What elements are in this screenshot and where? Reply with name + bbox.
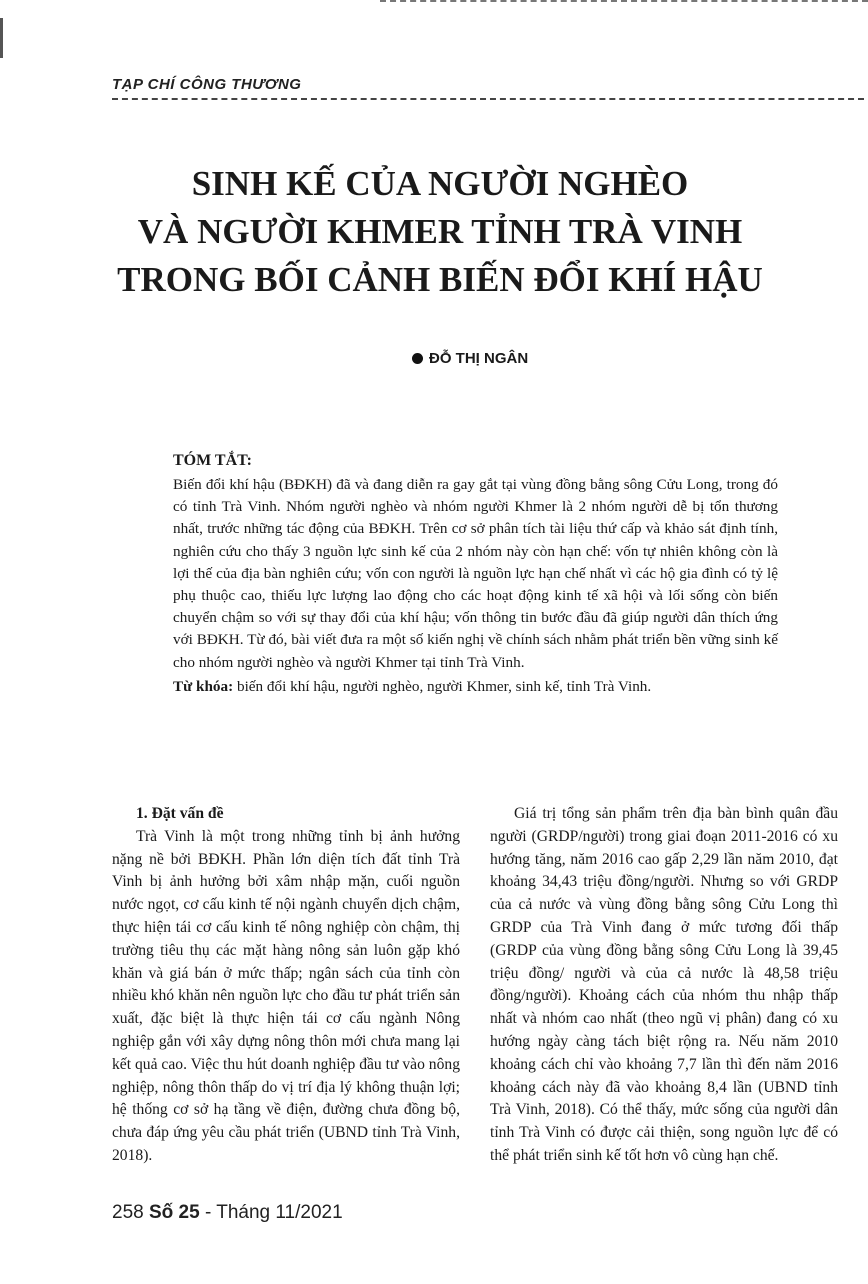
title-line-1: SINH KẾ CỦA NGƯỜI NGHÈO [191, 164, 689, 203]
title-line-2: VÀ NGƯỜI KHMER TỈNH TRÀ VINH [137, 212, 743, 251]
page-footer [112, 1202, 343, 1224]
paragraph: Giá trị tổng sản phẩm trên địa bàn bình quân đầu người (GRDP/người) trong giai đoạn 2011-2016 có xu hướng tăng, năm 2016 cao gấp 2,29 lần năm 2010, đạt khoảng 34,43 triệu đồng/người. Nhưng so với GRDP của cả nước và vùng đồng bằng sông Cửu Long thì GRDP của Trà Vinh đang ở mức tương đối thấp (GRDP của vùng đồng bằng sông Cửu Long là 39,45 triệu đồng/ người và của cả nước là 48,58 triệu đồng/người). Khoảng cách của nhóm thu nhập thấp nhất và nhóm cao nhất (theo ngũ vị phân) đang có xu hướng ngày càng tách biệt rộng ra. Nếu năm 2010 khoảng cách chỉ vào khoảng 7,7 lần thì đến năm 2016 khoảng cách này đã vào khoảng 8,4 lần (UBND tỉnh Trà Vinh, 2018). Có thể thấy, mức sống của người dân tỉnh Trà Vinh có được cải thiện, song nguồn lực để có thể phát triển sinh kế tốt hơn vô cùng hạn chế. [490, 805, 838, 1164]
body-column-left [112, 803, 460, 1168]
scan-marks [380, 0, 868, 16]
bullet-icon [412, 353, 423, 364]
author-line [412, 346, 528, 370]
keywords-list: biến đổi khí hậu, người nghèo, người Khmer, sinh kế, tỉnh Trà Vinh. [233, 677, 652, 695]
keywords [173, 676, 778, 698]
author-name: ĐỖ THỊ NGÂN [429, 349, 529, 367]
running-header [112, 76, 864, 106]
keywords-label: Từ khóa: [173, 677, 234, 695]
abstract-heading: TÓM TẮT: [173, 452, 252, 469]
abstract [173, 452, 778, 698]
title-line-3: TRONG BỐI CẢNH BIẾN ĐỔI KHÍ HẬU [117, 260, 763, 299]
article-title [60, 160, 820, 304]
page-number: 258 [112, 1202, 144, 1223]
issue-label: Số 25 [148, 1202, 200, 1223]
abstract-body: Biến đổi khí hậu (BĐKH) đã và đang diễn ra gay gắt tại vùng đồng bằng sông Cửu Long, trong đó có tỉnh Trà Vinh. Nhóm người nghèo và nhóm người Khmer là 2 nhóm người dễ bị tổn thương nhất, trước những tác động của BĐKH. Trên cơ sở phân tích tài liệu thứ cấp và khảo sát định tính, nghiên cứu cho thấy 3 nguồn lực sinh kế của 2 nhóm này còn hạn chế: vốn tự nhiên không còn là lợi thế của địa bàn nghiên cứu; vốn con người là nguồn lực hạn chế nhất vì các hộ gia đình có tỷ lệ phụ thuộc cao, thiếu lực lượng lao động cho các hoạt động kinh tế xã hội và lối sống còn biến chuyển chậm so với sự thay đổi của khí hậu; vốn thông tin bước đầu đã giúp người dân thích ứng với BĐKH. Từ đó, bài viết đưa ra một số kiến nghị về chính sách nhằm phát triển bền vững sinh kế cho nhóm người nghèo và người Khmer tại tỉnh Trà Vinh. [173, 476, 778, 671]
paragraph: Trà Vinh là một trong những tỉnh bị ảnh hưởng nặng nề bởi BĐKH. Phần lớn diện tích đất tỉnh Trà Vinh bị ảnh hưởng bởi xâm nhập mặn, cuối nguồn nước ngọt, cơ cấu kinh tế nội ngành chuyển dịch chậm, thực hiện tái cơ cấu kinh tế nông nghiệp còn chậm, thị trường tiêu thụ các mặt hàng nông sản luôn gặp khó khăn và giá bán ở mức thấp; ngân sách của tỉnh còn nhiều khó khăn nên nguồn lực cho đầu tư phát triển sản xuất, đặc biệt là thực hiện tái cơ cấu ngành Nông nghiệp gắn với xây dựng nông thôn mới chưa mang lại kết quả cao. Việc thu hút doanh nghiệp đầu tư vào nông nghiệp, nông thôn thấp do vị trí địa lý không thuận lợi; hệ thống cơ sở hạ tầng về điện, đường chưa đồng bộ, chưa đáp ứng yêu cầu phát triển (UBND tỉnh Trà Vinh, 2018). [112, 827, 460, 1164]
scan-edge-mark [0, 18, 3, 58]
body-column-right [490, 803, 838, 1168]
journal-name: TẠP CHÍ CÔNG THƯƠNG [112, 76, 302, 93]
header-rule [112, 98, 864, 100]
issue-date: - Tháng 11/2021 [199, 1202, 343, 1223]
section-heading: 1. Đặt vấn đề [136, 805, 224, 822]
